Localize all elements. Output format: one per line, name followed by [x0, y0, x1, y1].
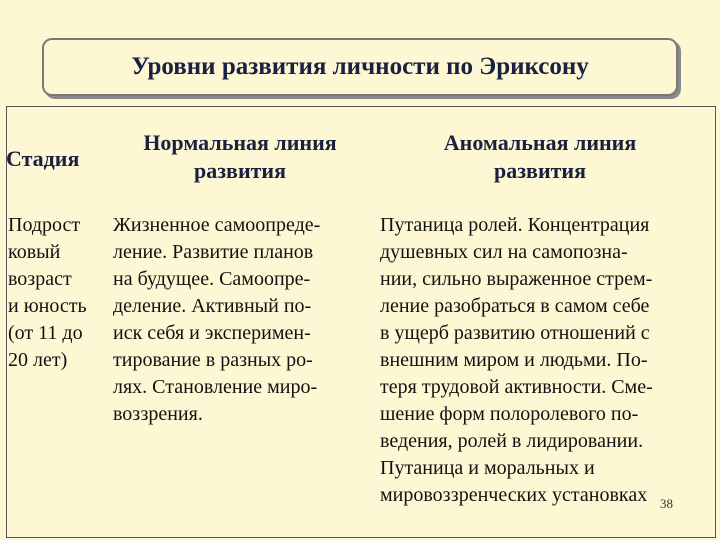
normal-line: Жизненное самоопреде- — [113, 214, 321, 236]
stage-line: ковый — [8, 241, 61, 263]
header-normal-line2: развития — [193, 158, 287, 183]
header-stage: Стадия — [6, 146, 80, 171]
normal-line: иск себя и эксперимен- — [113, 322, 311, 344]
page-number: 38 — [660, 496, 673, 511]
stage-line: возраст — [8, 268, 72, 290]
normal-line: на будущее. Самоопре- — [113, 268, 311, 290]
normal-line: деление. Активный по- — [113, 295, 312, 317]
header-normal-line1: Нормальная линия — [143, 130, 337, 155]
stage-line: Подрост — [8, 214, 81, 236]
normal-line: ление. Развитие планов — [113, 241, 314, 263]
slide-title: Уровни развития личности по Эриксону — [131, 53, 589, 80]
header-abnormal-line1: Аномальная линия — [443, 130, 637, 155]
abnormal-line: внешним миром и людьми. По- — [380, 349, 648, 371]
abnormal-line: ление разобраться в самом себе — [380, 295, 650, 317]
abnormal-line: теря трудовой активности. Сме- — [380, 376, 653, 398]
abnormal-line: нии, сильно выраженное стрем- — [380, 268, 653, 290]
header-abnormal-line2: развития — [493, 158, 587, 183]
normal-line: тирование в разных ро- — [113, 349, 313, 371]
stage-line: 20 лет) — [8, 349, 68, 371]
title-box — [42, 38, 678, 96]
stage-line: и юность — [8, 295, 87, 317]
abnormal-line: ведения, ролей в лидировании. — [380, 430, 644, 452]
normal-line: лях. Становление миро- — [113, 376, 318, 398]
abnormal-line: Путаница и моральных и — [380, 457, 595, 479]
abnormal-line: шение форм полоролевого по- — [380, 403, 639, 425]
abnormal-line: Путаница ролей. Концентрация — [380, 214, 650, 236]
abnormal-line: душевных сил на самопозна- — [380, 241, 628, 263]
normal-line: воззрения. — [113, 403, 203, 425]
stage-line: (от 11 до — [8, 322, 83, 344]
abnormal-line: в ущерб развитию отношений с — [380, 322, 650, 344]
abnormal-line: мировоззренческих установках — [380, 484, 648, 506]
